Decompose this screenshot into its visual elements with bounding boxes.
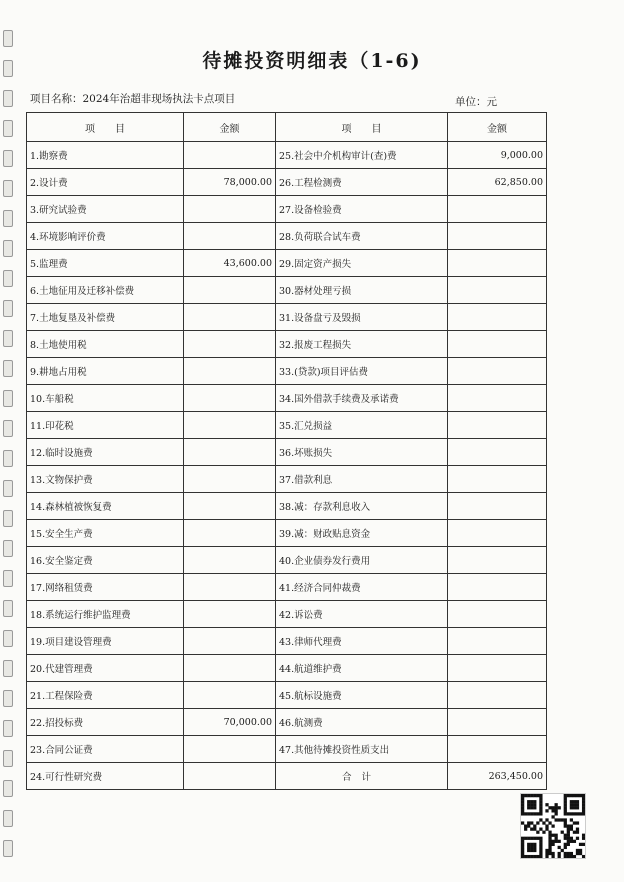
item-name: 1.勘察费 [27, 142, 184, 169]
item-name: 9.耕地占用税 [27, 358, 184, 385]
binder-hole [3, 510, 13, 527]
item-name: 29.固定资产损失 [276, 250, 448, 277]
item-amount [448, 493, 547, 520]
table-row [27, 304, 547, 331]
item-name: 33.(贷款)项目评估费 [276, 358, 448, 385]
binder-hole [3, 330, 13, 347]
binder-hole [3, 90, 13, 107]
binder-hole [3, 270, 13, 287]
item-name: 21.工程保险费 [27, 682, 184, 709]
item-amount [184, 763, 276, 790]
item-amount [184, 196, 276, 223]
binder-hole [3, 390, 13, 407]
table-row [27, 763, 547, 790]
item-amount [184, 493, 276, 520]
item-amount [184, 574, 276, 601]
binder-hole [3, 240, 13, 257]
item-amount [184, 331, 276, 358]
table-header-row [27, 113, 547, 142]
expense-table [26, 112, 547, 790]
item-name: 44.航道维护费 [276, 655, 448, 682]
item-amount [448, 277, 547, 304]
item-amount [184, 277, 276, 304]
item-name: 17.网络租赁费 [27, 574, 184, 601]
item-amount [448, 709, 547, 736]
item-name: 8.土地使用税 [27, 331, 184, 358]
header-amount-right: 金额 [448, 113, 547, 142]
item-amount [448, 547, 547, 574]
page-title: 待摊投资明细表（1-6) [202, 50, 422, 72]
table-row [27, 709, 547, 736]
item-amount: 70,000.00 [184, 709, 276, 736]
header-item-left: 项 目 [27, 113, 184, 142]
binder-hole [3, 210, 13, 227]
item-name: 31.设备盘亏及毁损 [276, 304, 448, 331]
item-amount [448, 331, 547, 358]
item-name: 11.印花税 [27, 412, 184, 439]
item-name: 47.其他待摊投资性质支出 [276, 736, 448, 763]
qr-code [520, 793, 586, 859]
table-row [27, 385, 547, 412]
table-row [27, 655, 547, 682]
table-row [27, 520, 547, 547]
item-amount [184, 682, 276, 709]
item-amount [448, 223, 547, 250]
item-name: 20.代建管理费 [27, 655, 184, 682]
binder-holes [0, 0, 18, 882]
item-amount [184, 304, 276, 331]
item-name: 3.研究试验费 [27, 196, 184, 223]
table-row [27, 628, 547, 655]
item-amount [184, 655, 276, 682]
item-name: 5.监理费 [27, 250, 184, 277]
item-amount [184, 628, 276, 655]
item-name: 23.合同公证费 [27, 736, 184, 763]
binder-hole [3, 480, 13, 497]
table-row [27, 196, 547, 223]
item-amount [448, 196, 547, 223]
item-amount [448, 520, 547, 547]
item-amount [448, 466, 547, 493]
table-row [27, 574, 547, 601]
item-name: 13.文物保护费 [27, 466, 184, 493]
binder-hole [3, 150, 13, 167]
binder-hole [3, 630, 13, 647]
item-name: 32.报废工程损失 [276, 331, 448, 358]
item-name: 27.设备检验费 [276, 196, 448, 223]
item-name: 26.工程检测费 [276, 169, 448, 196]
item-amount [184, 385, 276, 412]
item-amount: 78,000.00 [184, 169, 276, 196]
item-name: 19.项目建设管理费 [27, 628, 184, 655]
item-name: 38.减：存款利息收入 [276, 493, 448, 520]
item-amount [184, 439, 276, 466]
item-name: 10.车船税 [27, 385, 184, 412]
item-name: 40.企业债券发行费用 [276, 547, 448, 574]
item-amount [448, 601, 547, 628]
table-row [27, 493, 547, 520]
item-amount [184, 520, 276, 547]
binder-hole [3, 30, 13, 47]
binder-hole [3, 300, 13, 317]
item-amount [184, 412, 276, 439]
item-amount [184, 142, 276, 169]
header-item-right: 项 目 [276, 113, 448, 142]
item-name: 39.减：财政贴息资金 [276, 520, 448, 547]
item-amount [448, 574, 547, 601]
table-row [27, 142, 547, 169]
binder-hole [3, 360, 13, 377]
item-amount [184, 601, 276, 628]
item-amount [448, 385, 547, 412]
total-label: 合计 [276, 763, 448, 790]
table-row [27, 358, 547, 385]
item-amount [184, 466, 276, 493]
table-row [27, 601, 547, 628]
binder-hole [3, 600, 13, 617]
item-amount [448, 628, 547, 655]
table-row [27, 250, 547, 277]
item-name: 15.安全生产费 [27, 520, 184, 547]
table-row [27, 331, 547, 358]
item-amount [448, 655, 547, 682]
item-name: 7.土地复垦及补偿费 [27, 304, 184, 331]
binder-hole [3, 570, 13, 587]
binder-hole [3, 120, 13, 137]
item-amount: 9,000.00 [448, 142, 547, 169]
table-row [27, 466, 547, 493]
table-row [27, 223, 547, 250]
item-name: 16.安全鉴定费 [27, 547, 184, 574]
item-name: 30.器材处理亏损 [276, 277, 448, 304]
item-name: 6.土地征用及迁移补偿费 [27, 277, 184, 304]
binder-hole [3, 810, 13, 827]
item-amount [448, 736, 547, 763]
binder-hole [3, 690, 13, 707]
item-amount [448, 439, 547, 466]
item-amount [184, 358, 276, 385]
project-name: 项目名称：2024年治超非现场执法卡点项目 [30, 93, 236, 105]
item-name: 22.招投标费 [27, 709, 184, 736]
item-name: 45.航标设施费 [276, 682, 448, 709]
item-name: 4.环境影响评价费 [27, 223, 184, 250]
binder-hole [3, 450, 13, 467]
binder-hole [3, 780, 13, 797]
item-amount [184, 223, 276, 250]
table-row [27, 412, 547, 439]
item-amount [448, 250, 547, 277]
item-amount: 62,850.00 [448, 169, 547, 196]
table-row [27, 736, 547, 763]
header-amount-left: 金额 [184, 113, 276, 142]
item-amount: 43,600.00 [184, 250, 276, 277]
table-row [27, 547, 547, 574]
unit-label: 单位：元 [455, 96, 497, 108]
binder-hole [3, 720, 13, 737]
item-name: 18.系统运行维护监理费 [27, 601, 184, 628]
item-amount [184, 736, 276, 763]
item-name: 14.森林植被恢复费 [27, 493, 184, 520]
item-amount [448, 304, 547, 331]
item-name: 2.设计费 [27, 169, 184, 196]
item-amount [448, 412, 547, 439]
item-name: 25.社会中介机构审计(查)费 [276, 142, 448, 169]
item-amount [448, 682, 547, 709]
item-name: 43.律师代理费 [276, 628, 448, 655]
binder-hole [3, 840, 13, 857]
item-name: 34.国外借款手续费及承诺费 [276, 385, 448, 412]
binder-hole [3, 180, 13, 197]
item-name: 37.借款利息 [276, 466, 448, 493]
item-name: 12.临时设施费 [27, 439, 184, 466]
binder-hole [3, 660, 13, 677]
total-amount: 263,450.00 [448, 763, 547, 790]
table-row [27, 169, 547, 196]
item-name: 24.可行性研究费 [27, 763, 184, 790]
binder-hole [3, 540, 13, 557]
item-name: 28.负荷联合试车费 [276, 223, 448, 250]
item-amount [448, 358, 547, 385]
table-row [27, 682, 547, 709]
item-amount [184, 547, 276, 574]
table-row [27, 277, 547, 304]
table-row [27, 439, 547, 466]
binder-hole [3, 750, 13, 767]
item-name: 36.坏账损失 [276, 439, 448, 466]
item-name: 46.航测费 [276, 709, 448, 736]
item-name: 42.诉讼费 [276, 601, 448, 628]
item-name: 35.汇兑损益 [276, 412, 448, 439]
item-name: 41.经济合同仲裁费 [276, 574, 448, 601]
binder-hole [3, 420, 13, 437]
